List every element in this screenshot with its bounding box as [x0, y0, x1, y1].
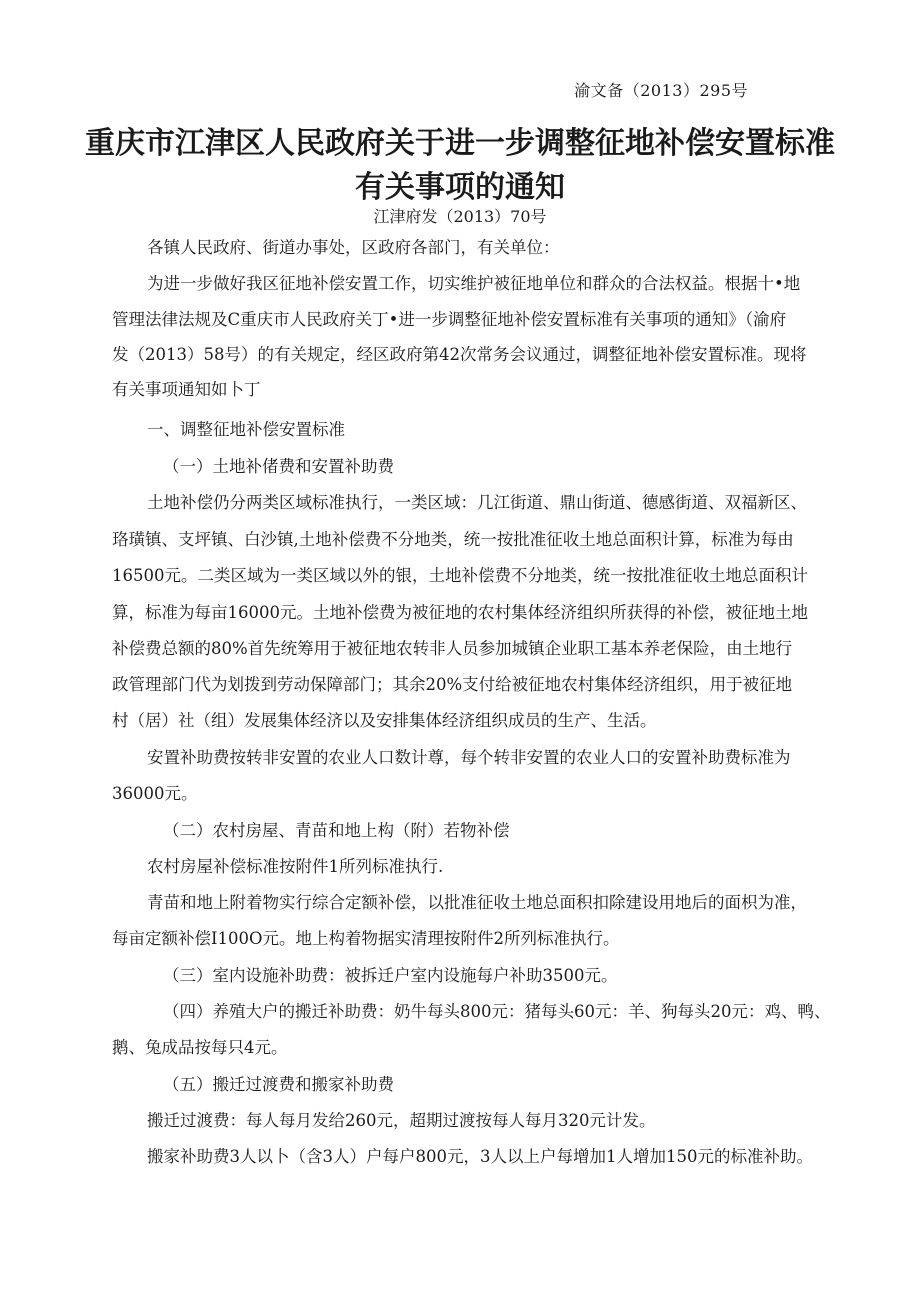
paragraph-line: 鹅、兔成品按每只4元。	[112, 1038, 288, 1057]
document-title-line-2: 有关事项的通知	[355, 170, 565, 205]
paragraph-line: 搬迁过渡费：每人每月发给260元，超期过渡按每人每月320元计发。	[147, 1111, 656, 1130]
paragraph-line: 土地补偿仍分两类区域标准执行，一类区域：几江街道、鼎山街道、德感街道、双福新区、	[147, 493, 807, 512]
subsection-heading: （五）搬迁过渡费和搬家补助费	[163, 1075, 394, 1094]
subsection-heading: （一）土地补偖费和安置补助费	[163, 457, 394, 476]
paragraph-line: 搬家补助费3人以卜（含3人）户每户800元，3人以上户每增加1人增加150元的标准补助。	[147, 1147, 813, 1166]
paragraph-line: 每亩定额补偿I100O元。地上构着物据实清理按附件2所列标准执行。	[112, 929, 620, 948]
paragraph-line: 算，标准为每亩16000元。土地补偿费为被征地的农村集体经济组织所获得的补偿，被征地土地	[112, 603, 808, 622]
document-number: 江津府发（2013）70号	[373, 207, 547, 226]
intro-line: 有关事项通知如卜丁	[112, 380, 261, 399]
intro-line: 发（2013）58号）的有关规定，经区政府第42次常务会议通过，调整征地补偿安置标准。现将	[112, 345, 807, 364]
paragraph-line: 村（居）社（组）发展集体经济以及安排集体经济组织成员的生产、生活。	[112, 711, 657, 730]
subsection-heading: （二）农村房屋、青苗和地上构（附）若物补偿	[163, 821, 510, 840]
section-heading: 一、调整征地补偿安置标准	[147, 420, 345, 439]
paragraph-line: 16500元。二类区域为一类区域以外的银，土地补偿费不分地类，统一按批准征收土地总面积计	[112, 566, 808, 585]
salutation: 各镇人民政府、街道办事处，区政府各部门，有关单位：	[147, 238, 560, 257]
paragraph-line: 补偿费总额的80%首先统筹用于被征地农转非人员参加城镇企业职工基本养老保险，由土地行	[112, 639, 793, 658]
subsection-line: （四）养殖大户的搬迁补助费：奶牛每头800元：猪每头60元：羊、狗每头20元：鸡、鸭、	[163, 1002, 831, 1021]
paragraph-line: 政管理部门代为划拨到劳动保障部门；其余20%支付给被征地农村集体经济组织，用于被征地	[112, 675, 793, 694]
paragraph-line: 安置补助费按转非安置的农业人口数计尊，每个转非安置的农业人口的安置补助费标准为	[147, 748, 791, 767]
paragraph-line: 农村房屋补偿标准按附件1所列标准执行.	[147, 857, 444, 876]
paragraph-line: 珞璜镇、支坪镇、白沙镇,土地补偿费不分地类，统一按批准征收土地总面积计算，标准为每由	[112, 530, 794, 549]
subsection-line: （三）室内设施补助费：被拆迁户室内设施每户补助3500元。	[163, 966, 618, 985]
intro-line: 为进一步做好我区征地补偿安置工作，切实维护被征地单位和群众的合法权益。根据十•地	[147, 274, 801, 293]
document-title-line-1: 重庆市江津区人民政府关于进一步调整征地补偿安置标准	[85, 126, 835, 161]
reference-number: 渝文备（2013）295号	[574, 81, 748, 100]
paragraph-line: 36000元。	[112, 784, 198, 803]
paragraph-line: 青苗和地上附着物实行综合定额补偿，以批准征收土地总面积扣除建设用地后的面枳为准，	[147, 893, 807, 912]
intro-line: 管理法律法规及C重庆市人民政府关丁•进一步调整征地补偿安置标准有关事项的通知》（渝府	[112, 310, 787, 329]
